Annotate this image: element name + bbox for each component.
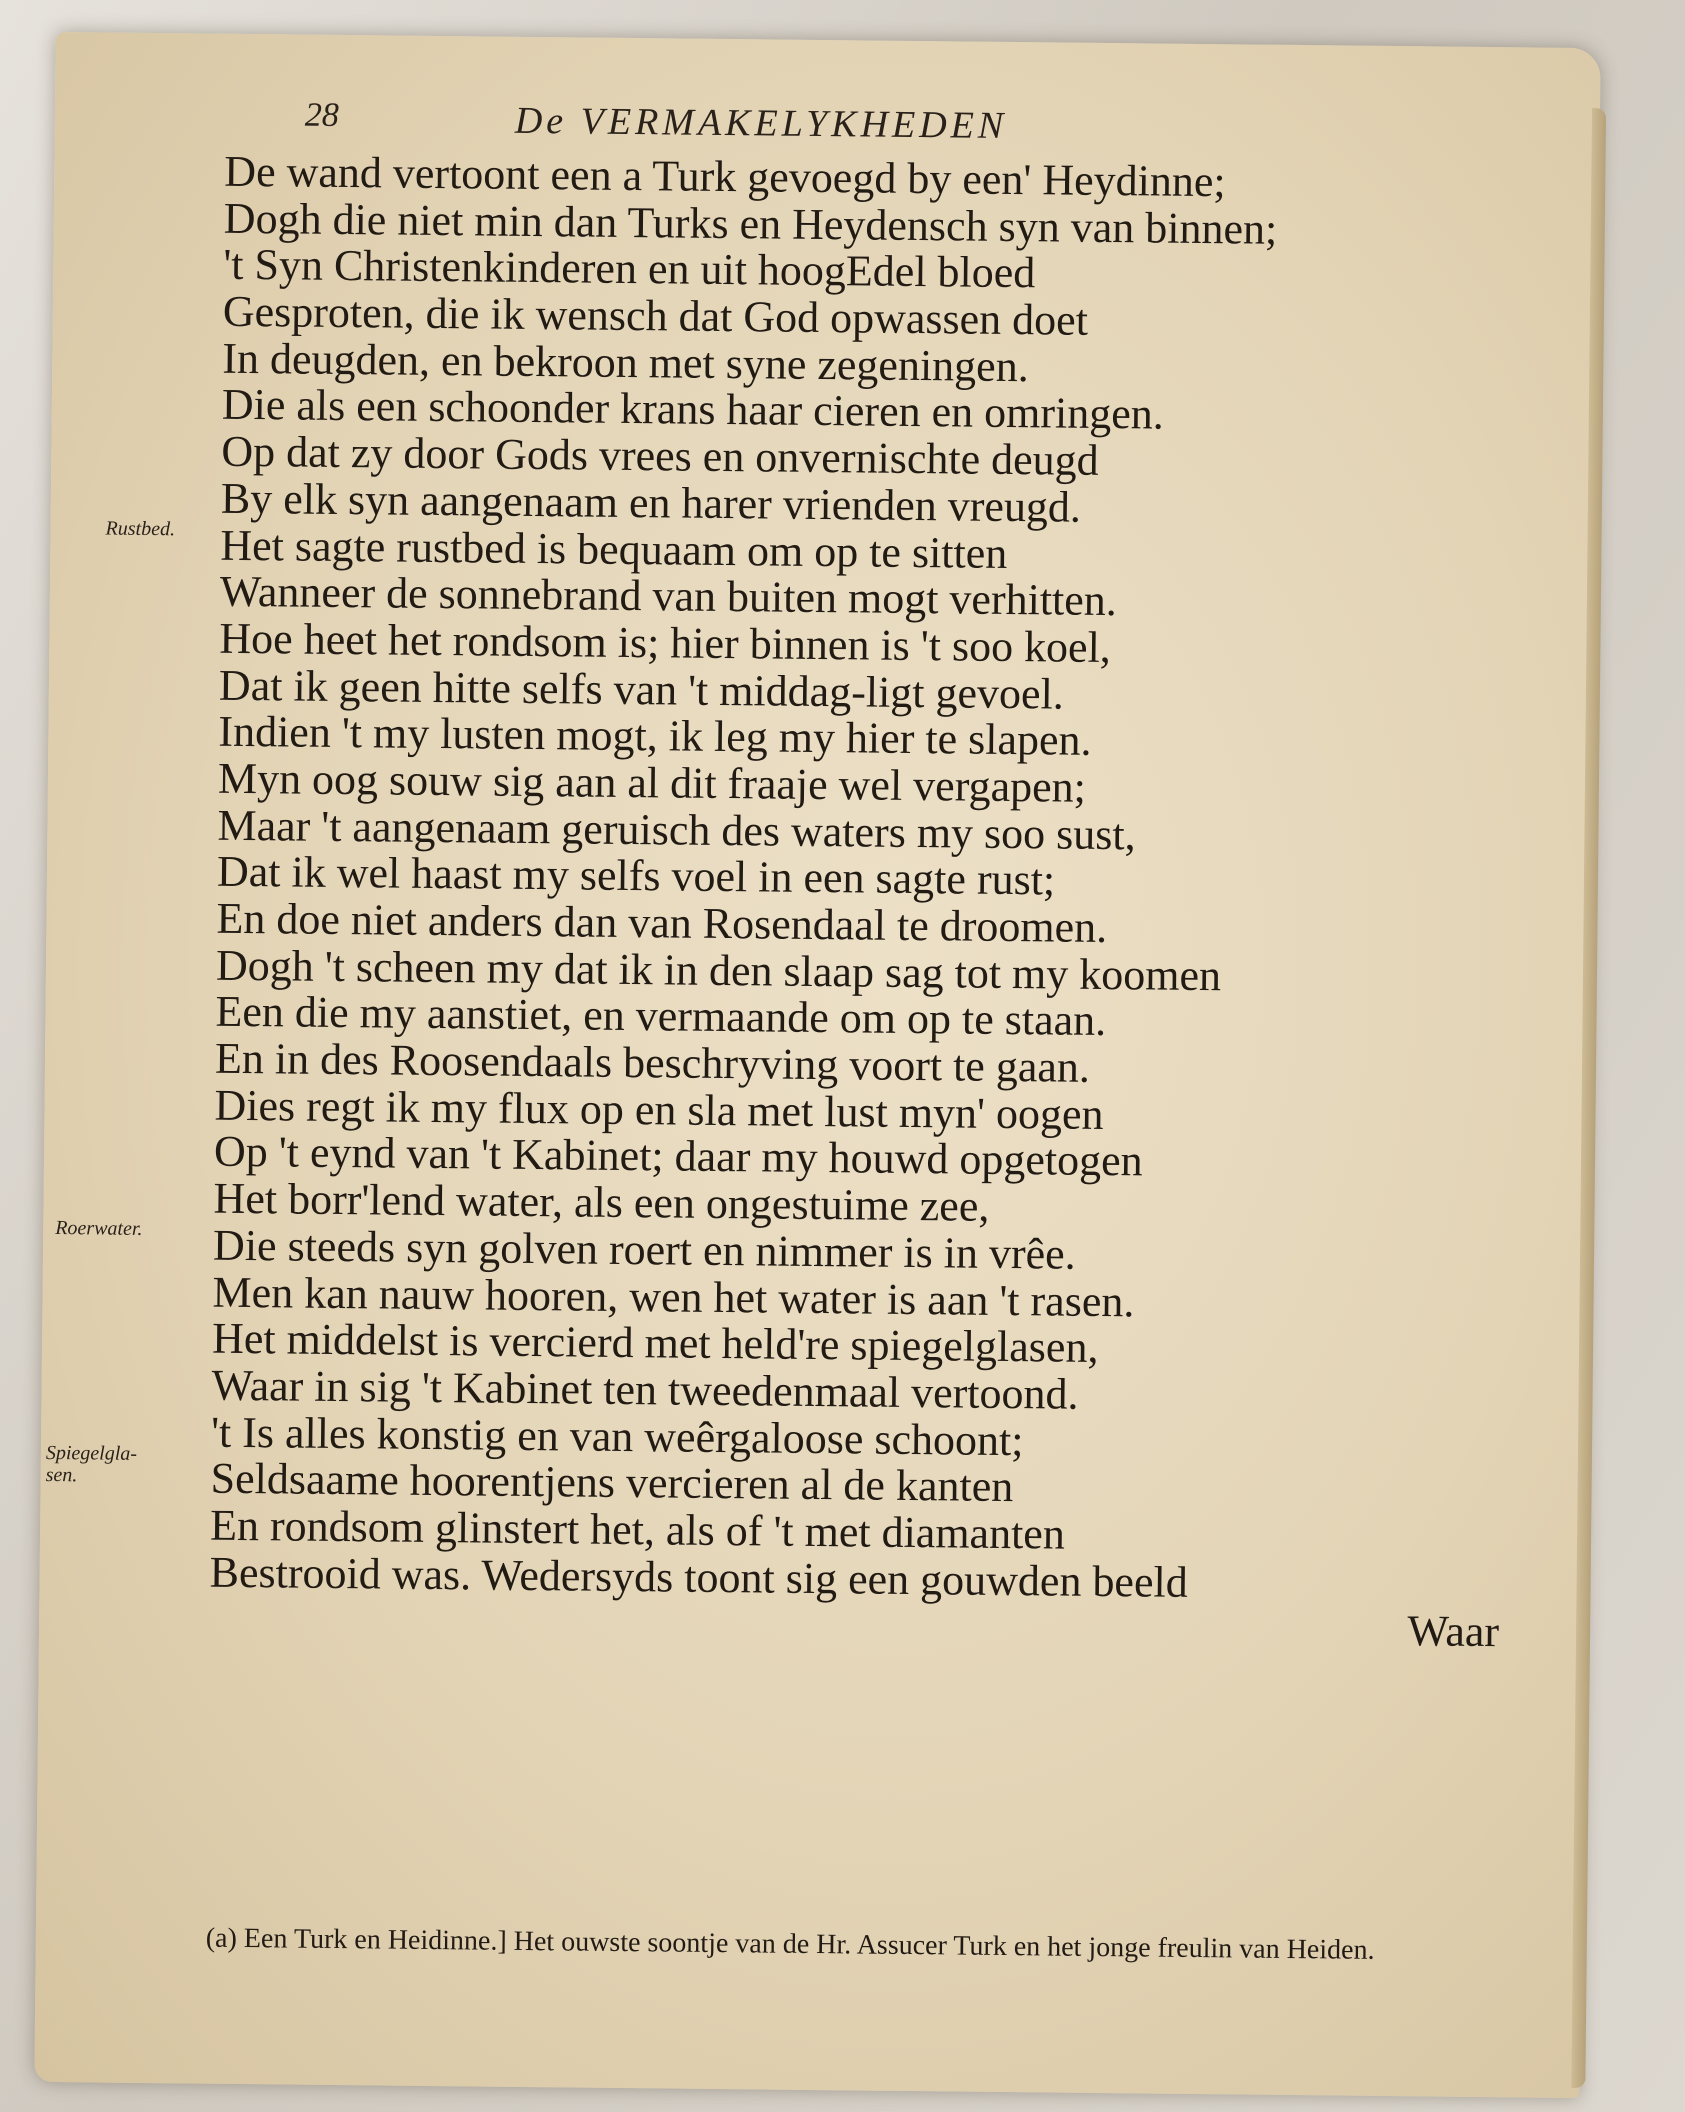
margin-note-roerwater: Roerwater. xyxy=(55,1217,143,1240)
verse-line: Myn oog souw sig aan al dit fraaje wel vergapen; xyxy=(217,753,1087,812)
verse-line: Gesproten, die ik wensch dat God opwassen doet xyxy=(222,286,1089,345)
verse-line: Het sagte rustbed is bequaam om op te sitten xyxy=(220,520,1008,578)
verse-line: Op dat zy door Gods vrees en onvernischte deugd xyxy=(221,426,1099,486)
verse-line: 't Is alles konstig en van weêrgaloose schoont; xyxy=(210,1407,1024,1465)
book-page xyxy=(34,32,1600,2098)
verse-line: Die steeds syn golven roert en nimmer is in vrêe. xyxy=(212,1220,1076,1279)
verse-line: Het middelst is vercierd met held're spiegelglasen, xyxy=(211,1313,1099,1373)
verse-line: Op 't eynd van 't Kabinet; daar my houwd opgetogen xyxy=(213,1127,1143,1186)
verse-line: Dies regt ik my flux op en sla met lust myn' oogen xyxy=(214,1080,1104,1139)
verse-line: Dat ik geen hitte selfs van 't middag-ligt gevoel. xyxy=(218,660,1065,719)
page-number: 28 xyxy=(304,96,340,134)
verse-line: Waar in sig 't Kabinet ten tweedenmaal vertoond. xyxy=(211,1360,1079,1419)
poem-text xyxy=(209,146,1555,1657)
verse-line: En rondsom glinstert het, als of 't met diamanten xyxy=(209,1500,1066,1559)
verse-line: Dogh die niet min dan Turks en Heydensch syn van binnen; xyxy=(223,193,1278,254)
margin-note-rustbed: Rustbed. xyxy=(105,517,176,541)
verse-line: Een die my aanstiet, en vermaande om op te staan. xyxy=(215,987,1107,1046)
verse-line: Het borr'lend water, als een ongestuime zee, xyxy=(213,1173,990,1231)
verse-line: In deugden, en bekroon met syne zegeningen. xyxy=(222,333,1029,391)
verse-line: 't Syn Christenkinderen en uit hoogEdel bloed xyxy=(223,240,1036,298)
verse-line: Hoe heet het rondsom is; hier binnen is 't soo koel, xyxy=(219,613,1112,672)
footnote: (a) Een Turk en Heidinne.] Het ouwste soontje van de Hr. Assucer Turk en het jonge freulin van Heiden. xyxy=(205,1922,1375,1966)
verse-line: En in des Roosendaals beschryving voort te gaan. xyxy=(214,1033,1091,1092)
verse-line: Dat ik wel haast my selfs voel in een sagte rust; xyxy=(216,847,1056,905)
catchword: Waar xyxy=(1407,1606,1500,1657)
verse-line: De wand vertoont een a Turk gevoegd by een' Heydinne; xyxy=(224,146,1226,207)
verse-line: En doe niet anders dan van Rosendaal te droomen. xyxy=(216,893,1108,953)
verse-line: Maar 't aangenaam geruisch des waters my soo sust, xyxy=(217,800,1136,859)
verse-line: Dogh 't scheen my dat ik in den slaap sag tot my koomen xyxy=(215,940,1222,1000)
margin-note-spiegelglasen: Spiegelgla- sen. xyxy=(45,1441,138,1487)
running-head: De VERMAKELYKHEDEN xyxy=(514,99,1008,147)
verse-line: By elk syn aangenaam en harer vrienden vreugd. xyxy=(220,473,1082,532)
verse-line: Bestrooid was. Wedersyds toont sig een gouwden beeld xyxy=(209,1547,1189,1607)
verse-line: Die als een schoonder krans haar cieren en omringen. xyxy=(221,380,1165,440)
verse-line: Seldsaame hoorentjens vercieren al de kanten xyxy=(210,1453,1014,1512)
verse-line: Wanneer de sonnebrand van buiten mogt verhitten. xyxy=(219,566,1118,626)
verse-line: Indien 't my lusten mogt, ik leg my hier te slapen. xyxy=(218,706,1092,766)
verse-line: Men kan nauw hooren, wen het water is aan 't rasen. xyxy=(212,1267,1135,1326)
